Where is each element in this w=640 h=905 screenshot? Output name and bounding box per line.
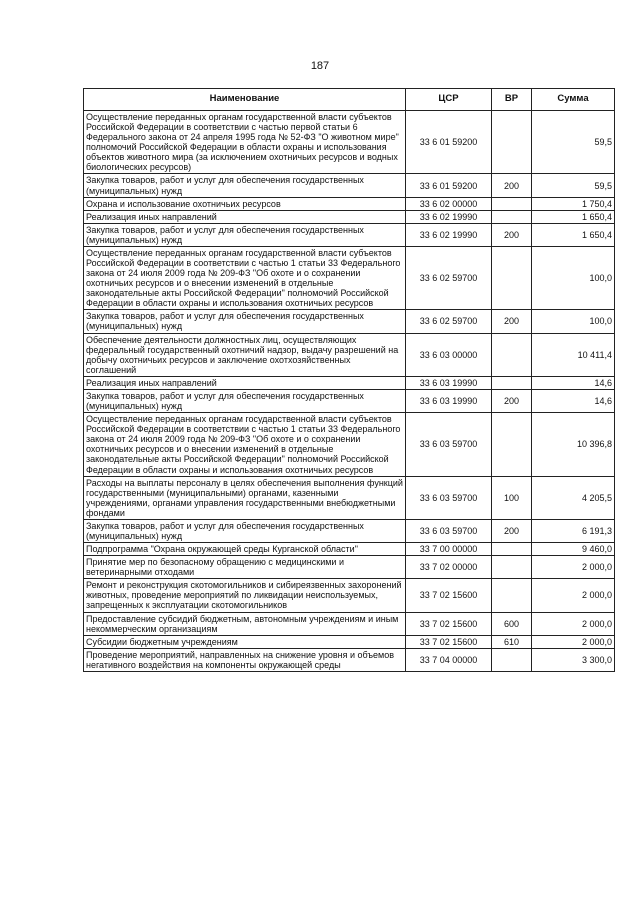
- header-vr: ВР: [492, 89, 532, 111]
- cell-sum: 59,5: [532, 174, 615, 197]
- cell-csr: 33 6 02 59700: [406, 310, 492, 333]
- cell-csr: 33 7 02 15600: [406, 612, 492, 635]
- table-row: [84, 333, 615, 376]
- table-row: [84, 635, 615, 648]
- table-row: [84, 197, 615, 210]
- cell-vr: 610: [492, 635, 532, 648]
- cell-csr: 33 6 03 59700: [406, 413, 492, 476]
- cell-vr: 200: [492, 174, 532, 197]
- cell-vr: [492, 111, 532, 174]
- cell-name: Осуществление переданных органам государственной власти субъектов Российской Федерации в соответствии с частью первой статьи 6 Федерального закона от 24 апреля 1995 года № 52-ФЗ "О животном мире" полномочий Российской Федерации в области охраны и использования объектов животного мира (за исключением охотничьих ресурсов и водных биологических ресурсов): [84, 111, 406, 174]
- cell-vr: [492, 413, 532, 476]
- cell-name: Обеспечение деятельности должностных лиц, осуществляющих федеральный государственный охотничий надзор, выдачу разрешений на добычу охотничьих ресурсов и заключение охотхозяйственных соглашений: [84, 333, 406, 376]
- cell-name: Закупка товаров, работ и услуг для обеспечения государственных (муниципальных) нужд: [84, 519, 406, 542]
- cell-name: Охрана и использование охотничьих ресурсов: [84, 197, 406, 210]
- cell-name: Подпрограмма "Охрана окружающей среды Курганской области": [84, 543, 406, 556]
- table-row: [84, 223, 615, 246]
- cell-sum: 14,6: [532, 376, 615, 389]
- table-row: [84, 389, 615, 412]
- cell-name: Закупка товаров, работ и услуг для обеспечения государственных (муниципальных) нужд: [84, 389, 406, 412]
- cell-sum: 2 000,0: [532, 612, 615, 635]
- cell-name: Закупка товаров, работ и услуг для обеспечения государственных (муниципальных) нужд: [84, 223, 406, 246]
- table-row: [84, 413, 615, 476]
- cell-sum: 2 000,0: [532, 635, 615, 648]
- header-sum: Сумма: [532, 89, 615, 111]
- cell-sum: 1 650,4: [532, 223, 615, 246]
- cell-csr: 33 6 03 00000: [406, 333, 492, 376]
- cell-sum: 100,0: [532, 310, 615, 333]
- cell-vr: [492, 210, 532, 223]
- cell-csr: 33 7 02 00000: [406, 556, 492, 579]
- cell-vr: 200: [492, 223, 532, 246]
- header-name: Наименование: [84, 89, 406, 111]
- cell-name: Закупка товаров, работ и услуг для обеспечения государственных (муниципальных) нужд: [84, 310, 406, 333]
- cell-sum: 14,6: [532, 389, 615, 412]
- cell-sum: 9 460,0: [532, 543, 615, 556]
- cell-sum: 2 000,0: [532, 556, 615, 579]
- cell-csr: 33 7 04 00000: [406, 648, 492, 671]
- table-row: [84, 648, 615, 671]
- cell-sum: 100,0: [532, 246, 615, 309]
- cell-vr: [492, 197, 532, 210]
- cell-csr: 33 6 03 19990: [406, 376, 492, 389]
- cell-sum: 3 300,0: [532, 648, 615, 671]
- cell-vr: [492, 648, 532, 671]
- cell-vr: [492, 246, 532, 309]
- cell-csr: 33 6 02 19990: [406, 223, 492, 246]
- cell-csr: 33 6 03 59700: [406, 519, 492, 542]
- cell-vr: [492, 333, 532, 376]
- cell-csr: 33 6 02 19990: [406, 210, 492, 223]
- table-row: [84, 111, 615, 174]
- cell-vr: [492, 376, 532, 389]
- cell-name: Ремонт и реконструкция скотомогильников и сибиреязвенных захоронений животных, проведение мероприятий по ликвидации неиспользуемых, запрещенных к эксплуатации скотомогильников: [84, 579, 406, 612]
- table-row: [84, 556, 615, 579]
- table-row: [84, 174, 615, 197]
- cell-vr: [492, 556, 532, 579]
- cell-name: Закупка товаров, работ и услуг для обеспечения государственных (муниципальных) нужд: [84, 174, 406, 197]
- table-row: [84, 579, 615, 612]
- cell-csr: 33 6 01 59200: [406, 111, 492, 174]
- table-row: [84, 612, 615, 635]
- table-row: [84, 543, 615, 556]
- table-row: [84, 476, 615, 519]
- table-row: [84, 376, 615, 389]
- cell-sum: 1 750,4: [532, 197, 615, 210]
- page-number: 187: [310, 60, 330, 72]
- table-row: [84, 519, 615, 542]
- cell-csr: 33 7 02 15600: [406, 579, 492, 612]
- cell-csr: 33 6 01 59200: [406, 174, 492, 197]
- table-row: [84, 246, 615, 309]
- cell-vr: 600: [492, 612, 532, 635]
- cell-csr: 33 7 02 15600: [406, 635, 492, 648]
- cell-sum: 10 396,8: [532, 413, 615, 476]
- cell-name: Субсидии бюджетным учреждениям: [84, 635, 406, 648]
- cell-sum: 4 205,5: [532, 476, 615, 519]
- budget-table: [83, 88, 615, 672]
- cell-sum: 59,5: [532, 111, 615, 174]
- cell-sum: 10 411,4: [532, 333, 615, 376]
- table-row: [84, 310, 615, 333]
- cell-csr: 33 6 03 59700: [406, 476, 492, 519]
- cell-name: Проведение мероприятий, направленных на снижение уровня и объемов негативного воздействия на компоненты окружающей среды: [84, 648, 406, 671]
- cell-vr: 200: [492, 389, 532, 412]
- cell-vr: 100: [492, 476, 532, 519]
- cell-sum: 2 000,0: [532, 579, 615, 612]
- cell-name: Осуществление переданных органам государственной власти субъектов Российской Федерации в соответствии с частью 1 статьи 33 Федерального закона от 24 июля 2009 года № 209-ФЗ "Об охоте и о сохранении охотничьих ресурсов и о внесении изменений в отдельные законодательные акты Российской Федерации" полномочий Российской Федерации в области охраны и использования охотничьих ресурсов: [84, 246, 406, 309]
- cell-name: Предоставление субсидий бюджетным, автономным учреждениям и иным некоммерческим организациям: [84, 612, 406, 635]
- cell-csr: 33 6 02 59700: [406, 246, 492, 309]
- cell-vr: 200: [492, 310, 532, 333]
- cell-name: Реализация иных направлений: [84, 376, 406, 389]
- cell-csr: 33 6 03 19990: [406, 389, 492, 412]
- cell-name: Расходы на выплаты персоналу в целях обеспечения выполнения функций государственными (муниципальными) органами, казенными учреждениями, органами управления государственными внебюджетными фондами: [84, 476, 406, 519]
- cell-name: Принятие мер по безопасному обращению с медицинскими и ветеринарными отходами: [84, 556, 406, 579]
- cell-vr: [492, 543, 532, 556]
- cell-sum: 1 650,4: [532, 210, 615, 223]
- table-header-row: [84, 89, 615, 111]
- cell-vr: 200: [492, 519, 532, 542]
- table-row: [84, 210, 615, 223]
- cell-csr: 33 6 02 00000: [406, 197, 492, 210]
- header-csr: ЦСР: [406, 89, 492, 111]
- cell-csr: 33 7 00 00000: [406, 543, 492, 556]
- cell-vr: [492, 579, 532, 612]
- cell-sum: 6 191,3: [532, 519, 615, 542]
- cell-name: Осуществление переданных органам государственной власти субъектов Российской Федерации в соответствии с частью 1 статьи 33 Федерального закона от 24 июля 2009 года № 209-ФЗ "Об охоте и о сохранении охотничьих ресурсов и о внесении изменений в отдельные законодательные акты Российской Федерации" полномочий Российской Федерации в области охраны и использования охотничьих ресурсов: [84, 413, 406, 476]
- cell-name: Реализация иных направлений: [84, 210, 406, 223]
